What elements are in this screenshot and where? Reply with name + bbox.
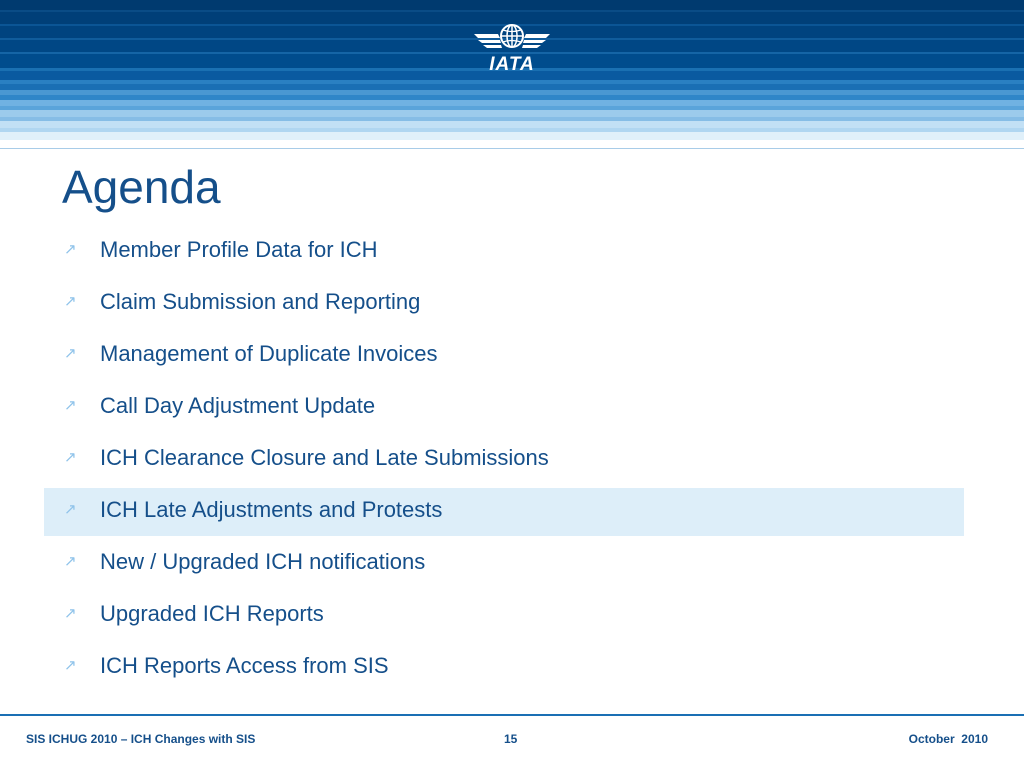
logo-text: IATA (489, 54, 535, 75)
arrow-up-right-icon: ↗ (64, 605, 77, 622)
globe-wings-icon (472, 20, 552, 56)
arrow-up-right-icon: ↗ (64, 553, 77, 570)
agenda-item-label: Upgraded ICH Reports (100, 601, 324, 626)
slide-title: Agenda (62, 161, 221, 213)
agenda-item (44, 590, 964, 642)
header-divider (0, 148, 1024, 149)
header-banner (0, 0, 1024, 150)
arrow-up-right-icon: ↗ (64, 501, 77, 518)
agenda-item-label: ICH Reports Access from SIS (100, 653, 389, 678)
iata-logo (472, 20, 552, 76)
agenda-item-label: ICH Clearance Closure and Late Submissions (100, 445, 549, 470)
agenda-item-label: Member Profile Data for ICH (100, 237, 378, 262)
arrow-up-right-icon: ↗ (64, 345, 77, 362)
arrow-up-right-icon: ↗ (64, 397, 77, 414)
agenda-item (44, 330, 964, 382)
agenda-item (44, 434, 964, 486)
agenda-item-label: Management of Duplicate Invoices (100, 341, 438, 366)
footer-divider (0, 714, 1024, 716)
agenda-item-label: Call Day Adjustment Update (100, 393, 376, 418)
agenda-item-label: New / Upgraded ICH notifications (100, 549, 426, 574)
arrow-up-right-icon: ↗ (64, 241, 77, 258)
arrow-up-right-icon: ↗ (64, 449, 77, 466)
agenda-item (44, 278, 964, 330)
agenda-item-current (44, 488, 964, 536)
agenda-item (44, 538, 964, 590)
footer-title: SIS ICHUG 2010 – ICH Changes with SIS (26, 732, 256, 746)
page-number: 15 (504, 732, 518, 746)
agenda-item (44, 226, 964, 278)
arrow-up-right-icon: ↗ (64, 657, 77, 674)
arrow-up-right-icon: ↗ (64, 293, 77, 310)
footer (0, 732, 1024, 752)
agenda-list (44, 226, 964, 694)
agenda-item (44, 382, 964, 434)
agenda-item-label: Claim Submission and Reporting (100, 289, 421, 314)
footer-date: October 2010 (908, 732, 988, 746)
agenda-item (44, 642, 964, 694)
agenda-item-label: ICH Late Adjustments and Protests (100, 497, 443, 522)
